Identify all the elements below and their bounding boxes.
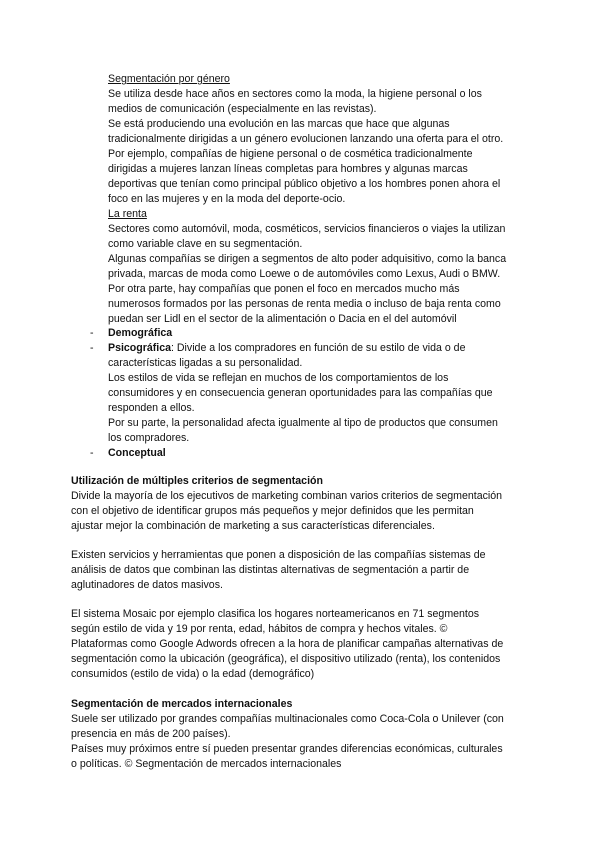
bullet-dash: - — [90, 342, 94, 354]
text-line: dirigidas a mujeres lanzan líneas completas para hombres y algunas marcas — [108, 163, 468, 175]
text-line: El sistema Mosaic por ejemplo clasifica los hogares norteamericanos en 71 segmentos — [71, 608, 480, 620]
text-line: análisis de datos que combinan las distintas alternativas de segmentación a partir de — [71, 564, 470, 576]
demographic-item: Demográfica — [108, 327, 173, 339]
text-line: foco en las mujeres y en la moda del deporte-ocio. — [108, 193, 346, 205]
psychographic-text: : Divide a los compradores en función de su estilo de vida o de — [171, 342, 466, 354]
text-line: privada, marcas de moda como Loewe o de automóviles como Lexus, Audi o BMW. — [108, 268, 501, 280]
text-line: características ligadas a su personalidad. — [108, 357, 303, 369]
text-line: Los estilos de vida se reflejan en muchos de los comportamientos de los — [108, 372, 449, 384]
text-line: Divide la mayoría de los ejecutivos de marketing combinan varios criterios de segmentación — [71, 490, 503, 502]
text-line: con el objetivo de identificar grupos más pequeños y mejor definidos que les permitan — [71, 505, 474, 517]
text-line: Existen servicios y herramientas que ponen a disposición de las compañías sistemas de — [71, 549, 486, 561]
text-line: Se está produciendo una evolución en las marcas que hace que algunas — [108, 118, 450, 130]
text-line: los compradores. — [108, 432, 190, 444]
text-line: puedan ser Lidl en el sector de la alimentación o Dacia en el del automóvil — [108, 313, 457, 325]
text-line: Plataformas como Google Adwords ofrecen a la hora de planificar campañas alternativas de — [71, 638, 504, 650]
text-line: según estilo de vida y 19 por renta, edad, hábitos de compra y hechos vitales. © — [71, 623, 448, 635]
text-line: tradicionalmente dirigidas a un género evolucionen lanzando una oferta para el otro. — [108, 133, 504, 145]
income-heading: La renta — [108, 208, 147, 220]
text-line: Se utiliza desde hace años en sectores como la moda, la higiene personal o los — [108, 88, 482, 100]
psychographic-label: Psicográfica — [108, 342, 172, 354]
text-line: Sectores como automóvil, moda, cosméticos, servicios financieros o viajes la utilizan — [108, 223, 506, 235]
text-line: Por su parte, la personalidad afecta igualmente al tipo de productos que consumen — [108, 417, 498, 429]
bullet-dash: - — [90, 327, 94, 339]
text-line: responden a ellos. — [108, 402, 195, 414]
conceptual-item: Conceptual — [108, 447, 166, 459]
text-line: Por ejemplo, compañías de higiene personal o de cosmética tradicionalmente — [108, 148, 473, 160]
multiple-criteria-heading: Utilización de múltiples criterios de segmentación — [71, 475, 323, 487]
text-line: Algunas compañías se dirigen a segmentos de alto poder adquisitivo, como la banca — [108, 253, 507, 265]
text-line: consumidores y en consecuencia generan oportunidades para las compañías que — [108, 387, 493, 399]
international-heading: Segmentación de mercados internacionales — [71, 698, 293, 710]
psychographic-item — [108, 341, 465, 356]
text-line: numerosos formados por las personas de renta media o incluso de baja renta como — [108, 298, 501, 310]
text-line: aglutinadores de datos masivos. — [71, 579, 223, 591]
bullet-dash: - — [90, 447, 94, 459]
text-line: o políticas. © Segmentación de mercados internacionales — [71, 758, 342, 770]
text-line: ajustar mejor la combinación de marketing a sus características diferenciales. — [71, 520, 435, 532]
text-line: medios de comunicación (especialmente en las revistas). — [108, 103, 377, 115]
text-line: como variable clave en su segmentación. — [108, 238, 303, 250]
gender-heading: Segmentación por género — [108, 73, 230, 85]
text-line: Suele ser utilizado por grandes compañías multinacionales como Coca-Cola o Unilever (con — [71, 713, 504, 725]
text-line: Por otra parte, hay compañías que ponen el foco en mercados mucho más — [108, 283, 460, 295]
text-line: consumidos (estilo de vida) o la edad (demográfico) — [71, 668, 315, 680]
text-line: presencia en más de 200 países). — [71, 728, 231, 740]
text-line: Países muy próximos entre sí pueden presentar grandes diferencias económicas, culturales — [71, 743, 503, 755]
text-line: deportivas que tenían como principal público objetivo a los hombres ponen ahora el — [108, 178, 501, 190]
text-line: segmentación como la ubicación (geográfica), el dispositivo utilizado (renta), los contenidos — [71, 653, 501, 665]
